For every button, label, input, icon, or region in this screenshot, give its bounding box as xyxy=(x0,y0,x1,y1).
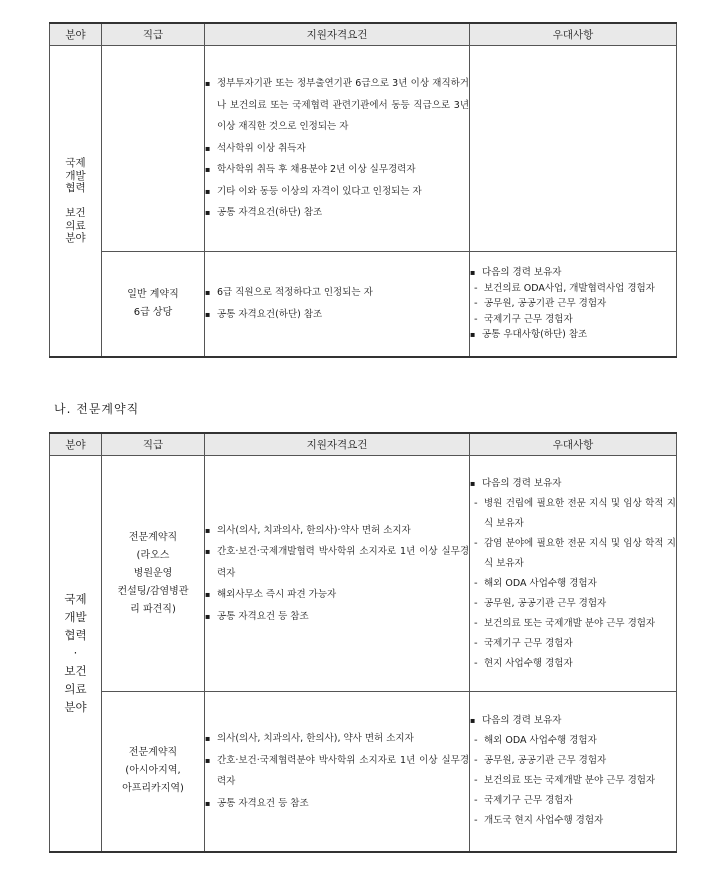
table-row xyxy=(50,46,677,252)
header-preferences: 우대사항 xyxy=(470,23,677,46)
table-row xyxy=(50,252,677,357)
header-preferences: 우대사항 xyxy=(470,433,677,456)
grade-label: 전문계약직 (아시아지역, 아프리카지역) xyxy=(122,747,184,795)
sub-list-item: - 병원 건립에 필요한 전문 지식 및 임상 학적 지식 보유자 xyxy=(470,494,676,534)
list-item: ▪ 공통 자격요건(하단) 참조 xyxy=(205,202,469,224)
list-item: ▪ 6급 직원으로 적정하다고 인정되는 자 xyxy=(205,282,469,304)
grade-cell xyxy=(102,692,205,852)
requirements-cell xyxy=(205,252,470,357)
requirements-list xyxy=(205,728,469,814)
field-cell xyxy=(50,456,102,852)
list-item: ▪ 간호·보건·국제협력분야 박사학위 소지자로 1년 이상 실무경력자 xyxy=(205,750,469,793)
preferences-list xyxy=(470,711,676,831)
grade-label xyxy=(151,143,154,154)
sub-list-item: - 공무원, 공공기관 근무 경험자 xyxy=(470,296,676,312)
recruitment-table-professional xyxy=(49,432,677,853)
list-item: ▪ 의사(의사, 치과의사, 한의사), 약사 면허 소지자 xyxy=(205,728,469,750)
field-label: 국제 개발 협력 · 보건 의료 분야 xyxy=(64,592,87,715)
grade-cell xyxy=(102,252,205,357)
sub-list-item: - 공무원, 공공기관 근무 경험자 xyxy=(470,594,676,614)
list-item: ▪ 공통 자격요건(하단) 참조 xyxy=(205,304,469,326)
list-item: ▪ 공통 자격요건 등 참조 xyxy=(205,606,469,628)
list-item: ▪ 다음의 경력 보유자 xyxy=(470,711,676,731)
header-field: 분야 xyxy=(50,23,102,46)
sub-list-item: - 보건의료 또는 국제개발 분야 근무 경험자 xyxy=(470,771,676,791)
preferences-cell xyxy=(470,456,677,692)
sub-list-item: - 보건의료 ODA사업, 개발협력사업 경험자 xyxy=(470,281,676,297)
grade-label: 일반 계약직 6급 상당 xyxy=(127,288,179,318)
requirements-list xyxy=(205,282,469,325)
list-item: ▪ 간호·보건·국제개발협력 박사학위 소지자로 1년 이상 실무경력자 xyxy=(205,541,469,584)
requirements-cell xyxy=(205,456,470,692)
header-requirements: 지원자격요건 xyxy=(205,433,470,456)
header-grade: 직급 xyxy=(102,23,205,46)
table-row xyxy=(50,692,677,852)
requirements-list xyxy=(205,73,469,224)
sub-list-item: - 해외 ODA 사업수행 경험자 xyxy=(470,731,676,751)
requirements-cell xyxy=(205,692,470,852)
sub-list-item: - 국제기구 근무 경험자 xyxy=(470,791,676,811)
preferences-cell xyxy=(470,46,677,252)
section-title: 나. 전문계약직 xyxy=(54,402,140,416)
table-header-row xyxy=(50,23,677,46)
list-item: ▪ 기타 이와 동등 이상의 자격이 있다고 인정되는 자 xyxy=(205,181,469,203)
list-item: ▪ 학사학위 취득 후 채용분야 2년 이상 실무경력자 xyxy=(205,159,469,181)
grade-label: 전문계약직 (라오스 병원운영 컨설팅/감염병관 리 파견직) xyxy=(117,531,189,615)
requirements-cell xyxy=(205,46,470,252)
table-header-row xyxy=(50,433,677,456)
list-item: ▪ 공통 자격요건 등 참조 xyxy=(205,793,469,815)
field-cell xyxy=(50,46,102,357)
sub-list-item: - 공무원, 공공기관 근무 경험자 xyxy=(470,751,676,771)
sub-list-item: - 감염 분야에 필요한 전문 지식 및 임상 학적 지식 보유자 xyxy=(470,534,676,574)
sub-list-item: - 개도국 현지 사업수행 경험자 xyxy=(470,811,676,831)
grade-cell xyxy=(102,46,205,252)
sub-list-item: - 해외 ODA 사업수행 경험자 xyxy=(470,574,676,594)
list-item: ▪ 의사(의사, 치과의사, 한의사)·약사 면허 소지자 xyxy=(205,520,469,542)
header-grade: 직급 xyxy=(102,433,205,456)
list-item: ▪ 공통 우대사항(하단) 참조 xyxy=(470,327,676,343)
preferences-list xyxy=(470,265,676,343)
table-row xyxy=(50,456,677,692)
sub-list-item: - 국제기구 근무 경험자 xyxy=(470,312,676,328)
requirements-list xyxy=(205,520,469,628)
field-label: 국제 개발 협력 보건 의료 분야 xyxy=(65,157,86,244)
header-requirements: 지원자격요건 xyxy=(205,23,470,46)
list-item: ▪ 정부투자기관 또는 정부출연기관 6급으로 3년 이상 재직하거나 보건의료 또는 국제협력 관련기관에서 동등 직급으로 3년 이상 재직한 것으로 인정되는 자 xyxy=(205,73,469,138)
sub-list-item: - 현지 사업수행 경험자 xyxy=(470,654,676,674)
list-item: ▪ 다음의 경력 보유자 xyxy=(470,265,676,281)
list-item: ▪ 석사학위 이상 취득자 xyxy=(205,138,469,160)
list-item: ▪ 해외사무소 즉시 파견 가능자 xyxy=(205,584,469,606)
header-field: 분야 xyxy=(50,433,102,456)
preferences-list xyxy=(470,474,676,674)
sub-list-item: - 보건의료 또는 국제개발 분야 근무 경험자 xyxy=(470,614,676,634)
preferences-cell xyxy=(470,692,677,852)
preferences-cell xyxy=(470,252,677,357)
grade-cell xyxy=(102,456,205,692)
recruitment-table-general xyxy=(49,22,677,358)
sub-list-item: - 국제기구 근무 경험자 xyxy=(470,634,676,654)
list-item: ▪ 다음의 경력 보유자 xyxy=(470,474,676,494)
